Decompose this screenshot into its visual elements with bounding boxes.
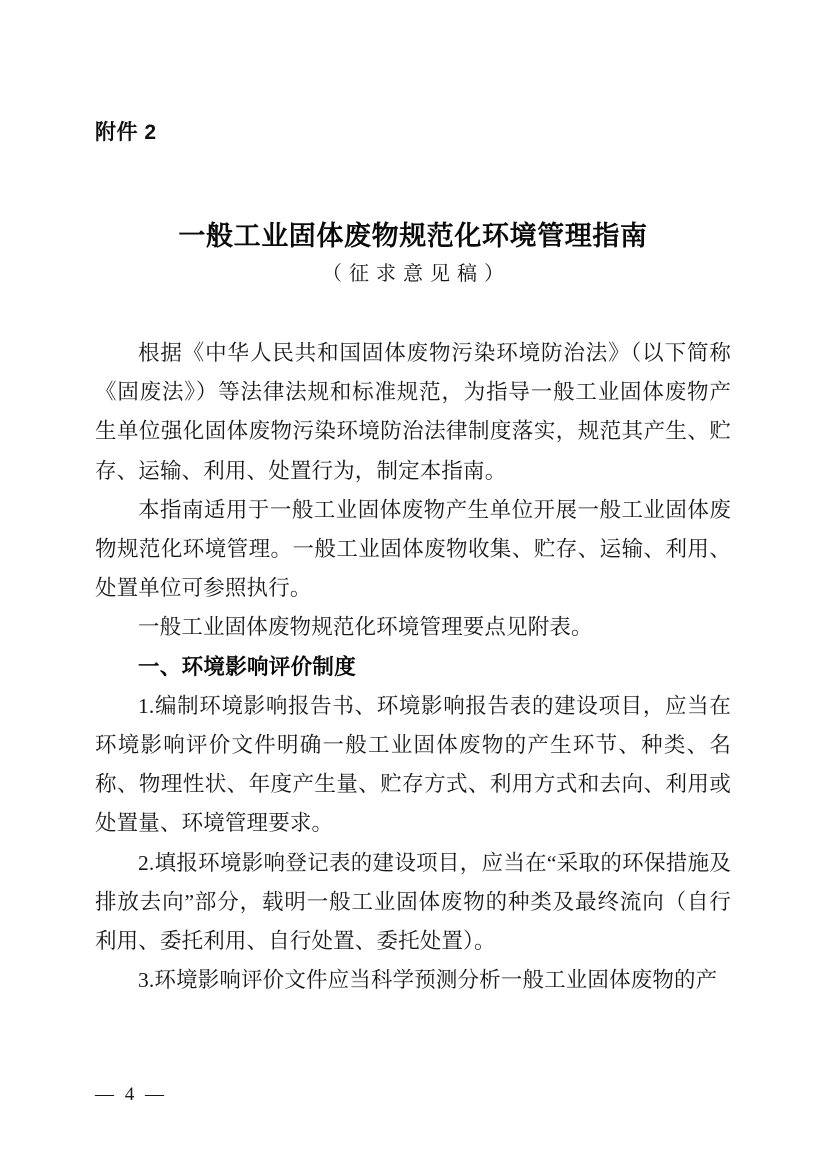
document-subtitle: （征求意见稿） <box>322 263 511 285</box>
paragraph: 3.环境影响评价文件应当科学预测分析一般工业固体废物的产 <box>138 968 718 993</box>
page-number-footer: — 4 — <box>95 1084 167 1105</box>
paragraph: 本指南适用于一般工业固体废物产生单位开展一般工业固体废物规范化环境管理。一般工业固体废物收集、贮存、运输、利用、处置单位可参照执行。 <box>95 497 731 601</box>
paragraph: 根据《中华人民共和国固体废物污染环境防治法》（以下简称《固废法》）等法律法规和标准规范，为指导一般工业固体废物产生单位强化固体废物污染环境防治法律制度落实，规范其产生、贮存、运输、利用、处置行为，制定本指南。 <box>95 341 731 483</box>
paragraph: 一般工业固体废物规范化环境管理要点见附表。 <box>138 615 593 640</box>
section-heading: 一、环境影响评价制度 <box>138 654 357 679</box>
document-body <box>95 334 731 1000</box>
page-title: 一般工业固体废物规范化环境管理指南 <box>178 221 648 252</box>
attachment-label: 附件 2 <box>95 121 157 144</box>
paragraph: 2.填报环境影响登记表的建设项目，应当在“采取的环保措施及排放去向”部分，载明一般工业固体废物的种类及最终流向（自行利用、委托利用、自行处置、委托处置）。 <box>95 850 731 954</box>
paragraph: 1.编制环境影响报告书、环境影响报告表的建设项目，应当在环境影响评价文件明确一般工业固体废物的产生环节、种类、名称、物理性状、年度产生量、贮存方式、利用方式和去向、利用或处置量、环境管理要求。 <box>95 693 731 836</box>
